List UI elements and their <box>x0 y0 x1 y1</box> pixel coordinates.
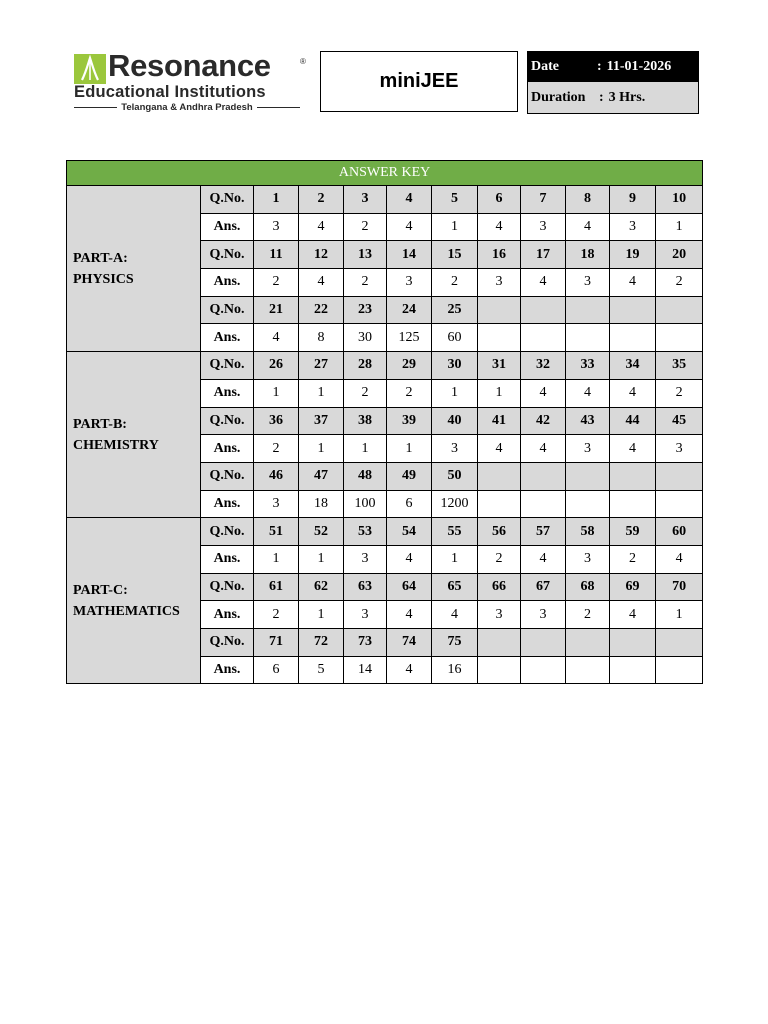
answer-cell <box>610 324 656 352</box>
question-number-cell: 70 <box>656 573 703 601</box>
answer-cell: 1 <box>254 545 299 573</box>
question-number-cell <box>478 629 521 657</box>
part-label-subject: MATHEMATICS <box>73 603 180 619</box>
duration-separator: : <box>599 89 604 105</box>
answer-cell: 3 <box>344 601 387 629</box>
answer-cell: 2 <box>432 269 478 297</box>
question-number-cell: 74 <box>387 629 432 657</box>
answer-cell: 1 <box>656 213 703 241</box>
answer-cell: 6 <box>254 656 299 684</box>
question-number-cell: 24 <box>387 296 432 324</box>
answer-cell: 2 <box>387 379 432 407</box>
answer-cell: 2 <box>656 269 703 297</box>
ans-label: Ans. <box>201 213 254 241</box>
question-number-cell: 58 <box>566 518 610 546</box>
question-number-cell: 15 <box>432 241 478 269</box>
question-number-cell: 20 <box>656 241 703 269</box>
question-number-cell: 5 <box>432 186 478 214</box>
question-number-cell <box>610 296 656 324</box>
ans-label: Ans. <box>201 379 254 407</box>
question-number-cell <box>566 462 610 490</box>
answer-cell: 2 <box>610 545 656 573</box>
answer-cell: 4 <box>566 213 610 241</box>
ans-label: Ans. <box>201 601 254 629</box>
question-number-cell: 3 <box>344 186 387 214</box>
answer-cell: 4 <box>521 435 566 463</box>
question-number-cell: 48 <box>344 462 387 490</box>
question-number-cell: 52 <box>299 518 344 546</box>
question-number-cell: 6 <box>478 186 521 214</box>
answer-cell <box>656 490 703 518</box>
question-number-cell: 41 <box>478 407 521 435</box>
question-number-cell: 67 <box>521 573 566 601</box>
qno-label: Q.No. <box>201 629 254 657</box>
question-number-cell: 69 <box>610 573 656 601</box>
question-number-cell: 17 <box>521 241 566 269</box>
qno-label: Q.No. <box>201 462 254 490</box>
question-number-cell: 9 <box>610 186 656 214</box>
question-number-cell: 51 <box>254 518 299 546</box>
question-number-cell: 16 <box>478 241 521 269</box>
answer-cell: 2 <box>566 601 610 629</box>
qno-label: Q.No. <box>201 296 254 324</box>
answer-cell: 2 <box>254 269 299 297</box>
question-number-cell: 65 <box>432 573 478 601</box>
logo-region-text: Telangana & Andhra Pradesh <box>121 102 253 113</box>
question-number-cell: 60 <box>656 518 703 546</box>
answer-cell: 3 <box>478 269 521 297</box>
question-number-cell: 64 <box>387 573 432 601</box>
answer-cell: 5 <box>299 656 344 684</box>
answer-cell: 30 <box>344 324 387 352</box>
question-number-cell <box>656 462 703 490</box>
answer-cell: 1 <box>299 545 344 573</box>
question-number-cell: 22 <box>299 296 344 324</box>
question-number-cell <box>610 462 656 490</box>
question-number-cell: 55 <box>432 518 478 546</box>
question-number-cell: 63 <box>344 573 387 601</box>
question-number-cell: 36 <box>254 407 299 435</box>
answer-cell: 4 <box>254 324 299 352</box>
question-number-cell: 4 <box>387 186 432 214</box>
date-label: Date <box>531 59 559 74</box>
answer-cell: 1 <box>432 213 478 241</box>
duration-label: Duration <box>531 89 586 105</box>
answer-cell <box>521 324 566 352</box>
answer-cell: 4 <box>521 379 566 407</box>
question-number-cell: 54 <box>387 518 432 546</box>
question-number-cell: 45 <box>656 407 703 435</box>
answer-cell: 8 <box>299 324 344 352</box>
answer-cell: 4 <box>387 545 432 573</box>
question-number-cell: 47 <box>299 462 344 490</box>
answer-key-title: ANSWER KEY <box>67 161 703 186</box>
question-number-cell: 38 <box>344 407 387 435</box>
answer-cell: 3 <box>521 213 566 241</box>
region-rule-right <box>257 107 300 108</box>
question-number-cell: 75 <box>432 629 478 657</box>
part-label <box>67 352 201 518</box>
answer-cell: 3 <box>254 213 299 241</box>
question-number-cell: 40 <box>432 407 478 435</box>
answer-cell: 16 <box>432 656 478 684</box>
question-number-cell: 19 <box>610 241 656 269</box>
question-number-row <box>67 186 703 214</box>
ans-label: Ans. <box>201 656 254 684</box>
answer-cell: 14 <box>344 656 387 684</box>
question-number-cell: 21 <box>254 296 299 324</box>
answer-cell: 4 <box>610 601 656 629</box>
question-number-cell: 30 <box>432 352 478 380</box>
question-number-row <box>67 352 703 380</box>
question-number-cell <box>521 296 566 324</box>
question-number-cell: 35 <box>656 352 703 380</box>
question-number-cell: 18 <box>566 241 610 269</box>
date-value: 11-01-2026 <box>606 59 672 74</box>
answer-cell: 4 <box>656 545 703 573</box>
question-number-cell: 34 <box>610 352 656 380</box>
question-number-cell: 68 <box>566 573 610 601</box>
qno-label: Q.No. <box>201 186 254 214</box>
answer-cell <box>656 324 703 352</box>
answer-cell: 4 <box>387 213 432 241</box>
question-number-cell: 11 <box>254 241 299 269</box>
question-number-cell: 50 <box>432 462 478 490</box>
answer-cell: 2 <box>344 213 387 241</box>
answer-cell: 1 <box>299 379 344 407</box>
logo-name: Resonance <box>108 48 271 83</box>
question-number-cell <box>521 462 566 490</box>
question-number-cell: 66 <box>478 573 521 601</box>
question-number-cell: 59 <box>610 518 656 546</box>
question-number-cell: 39 <box>387 407 432 435</box>
question-number-cell: 12 <box>299 241 344 269</box>
answer-cell: 1 <box>299 601 344 629</box>
question-number-cell: 37 <box>299 407 344 435</box>
answer-cell: 3 <box>478 601 521 629</box>
answer-cell: 18 <box>299 490 344 518</box>
answer-cell: 3 <box>387 269 432 297</box>
answer-cell: 3 <box>566 545 610 573</box>
duration-value: 3 Hrs. <box>608 89 646 105</box>
answer-cell: 3 <box>432 435 478 463</box>
question-number-cell: 57 <box>521 518 566 546</box>
ans-label: Ans. <box>201 490 254 518</box>
question-number-cell: 7 <box>521 186 566 214</box>
date-separator: : <box>597 59 602 74</box>
question-number-cell <box>566 296 610 324</box>
question-number-cell: 53 <box>344 518 387 546</box>
question-number-cell: 14 <box>387 241 432 269</box>
ans-label: Ans. <box>201 435 254 463</box>
answer-key-header-row <box>67 161 703 186</box>
answer-cell: 6 <box>387 490 432 518</box>
answer-cell: 125 <box>387 324 432 352</box>
answer-cell: 4 <box>432 601 478 629</box>
question-number-cell: 62 <box>299 573 344 601</box>
question-number-cell: 1 <box>254 186 299 214</box>
answer-cell: 1 <box>254 379 299 407</box>
question-number-cell: 2 <box>299 186 344 214</box>
question-number-cell: 33 <box>566 352 610 380</box>
answer-cell: 100 <box>344 490 387 518</box>
question-number-cell <box>656 296 703 324</box>
answer-cell: 4 <box>521 545 566 573</box>
answer-cell: 2 <box>344 269 387 297</box>
answer-cell <box>478 324 521 352</box>
answer-cell: 1 <box>432 379 478 407</box>
part-label-line1: PART-A: <box>73 250 128 266</box>
answer-cell <box>656 656 703 684</box>
answer-cell: 1 <box>478 379 521 407</box>
answer-cell: 2 <box>254 435 299 463</box>
logo-subtitle: Educational Institutions <box>74 83 266 101</box>
question-number-cell: 73 <box>344 629 387 657</box>
ans-label: Ans. <box>201 324 254 352</box>
answer-cell <box>610 656 656 684</box>
question-number-cell: 46 <box>254 462 299 490</box>
answer-cell <box>566 490 610 518</box>
answer-cell: 3 <box>656 435 703 463</box>
part-label-line1: PART-C: <box>73 582 128 598</box>
exam-info-box <box>527 51 699 114</box>
answer-cell: 2 <box>344 379 387 407</box>
question-number-cell: 43 <box>566 407 610 435</box>
qno-label: Q.No. <box>201 518 254 546</box>
answer-cell: 3 <box>566 435 610 463</box>
question-number-cell: 13 <box>344 241 387 269</box>
answer-cell <box>478 656 521 684</box>
question-number-cell: 26 <box>254 352 299 380</box>
answer-cell: 4 <box>387 601 432 629</box>
question-number-cell: 61 <box>254 573 299 601</box>
question-number-cell <box>610 629 656 657</box>
answer-cell: 4 <box>299 213 344 241</box>
question-number-cell: 72 <box>299 629 344 657</box>
part-label <box>67 186 201 352</box>
question-number-row <box>67 518 703 546</box>
question-number-cell <box>521 629 566 657</box>
question-number-cell: 71 <box>254 629 299 657</box>
part-label-line1: PART-B: <box>73 416 127 432</box>
answer-cell: 2 <box>254 601 299 629</box>
question-number-cell <box>566 629 610 657</box>
answer-cell: 4 <box>387 656 432 684</box>
ans-label: Ans. <box>201 545 254 573</box>
answer-cell: 1 <box>656 601 703 629</box>
answer-cell: 4 <box>610 269 656 297</box>
question-number-cell: 49 <box>387 462 432 490</box>
answer-cell: 2 <box>656 379 703 407</box>
question-number-cell <box>478 296 521 324</box>
answer-cell <box>610 490 656 518</box>
question-number-cell: 44 <box>610 407 656 435</box>
answer-cell: 1 <box>432 545 478 573</box>
qno-label: Q.No. <box>201 241 254 269</box>
exam-title: miniJEE <box>320 51 518 112</box>
qno-label: Q.No. <box>201 352 254 380</box>
answer-cell: 4 <box>478 213 521 241</box>
answer-cell: 4 <box>299 269 344 297</box>
answer-cell: 2 <box>478 545 521 573</box>
part-label <box>67 518 201 684</box>
answer-cell: 3 <box>566 269 610 297</box>
answer-cell <box>566 324 610 352</box>
answer-cell: 1 <box>387 435 432 463</box>
question-number-cell: 56 <box>478 518 521 546</box>
answer-cell: 1 <box>344 435 387 463</box>
question-number-cell: 32 <box>521 352 566 380</box>
question-number-cell: 27 <box>299 352 344 380</box>
question-number-cell: 28 <box>344 352 387 380</box>
answer-cell <box>566 656 610 684</box>
answer-key-table <box>66 160 703 684</box>
question-number-cell <box>478 462 521 490</box>
answer-cell <box>521 490 566 518</box>
date-row <box>528 52 698 82</box>
answer-cell: 3 <box>254 490 299 518</box>
question-number-cell <box>656 629 703 657</box>
question-number-cell: 25 <box>432 296 478 324</box>
answer-cell: 3 <box>344 545 387 573</box>
question-number-cell: 23 <box>344 296 387 324</box>
part-label-subject: PHYSICS <box>73 271 134 287</box>
answer-cell: 1200 <box>432 490 478 518</box>
question-number-cell: 8 <box>566 186 610 214</box>
answer-cell <box>478 490 521 518</box>
region-rule-left <box>74 107 117 108</box>
answer-cell: 1 <box>299 435 344 463</box>
answer-cell: 4 <box>478 435 521 463</box>
question-number-cell: 31 <box>478 352 521 380</box>
answer-cell: 3 <box>521 601 566 629</box>
logo-region <box>74 102 300 113</box>
logo-registered-mark: ® <box>300 57 306 66</box>
answer-cell: 3 <box>610 213 656 241</box>
qno-label: Q.No. <box>201 573 254 601</box>
resonance-logo <box>74 48 310 115</box>
answer-cell: 60 <box>432 324 478 352</box>
question-number-cell: 42 <box>521 407 566 435</box>
duration-row <box>528 82 698 113</box>
question-number-cell: 29 <box>387 352 432 380</box>
ans-label: Ans. <box>201 269 254 297</box>
answer-cell: 4 <box>610 379 656 407</box>
answer-cell: 4 <box>610 435 656 463</box>
question-number-cell: 10 <box>656 186 703 214</box>
answer-cell: 4 <box>566 379 610 407</box>
answer-cell <box>521 656 566 684</box>
answer-cell: 4 <box>521 269 566 297</box>
resonance-mark-icon <box>74 54 106 84</box>
qno-label: Q.No. <box>201 407 254 435</box>
part-label-subject: CHEMISTRY <box>73 437 159 453</box>
